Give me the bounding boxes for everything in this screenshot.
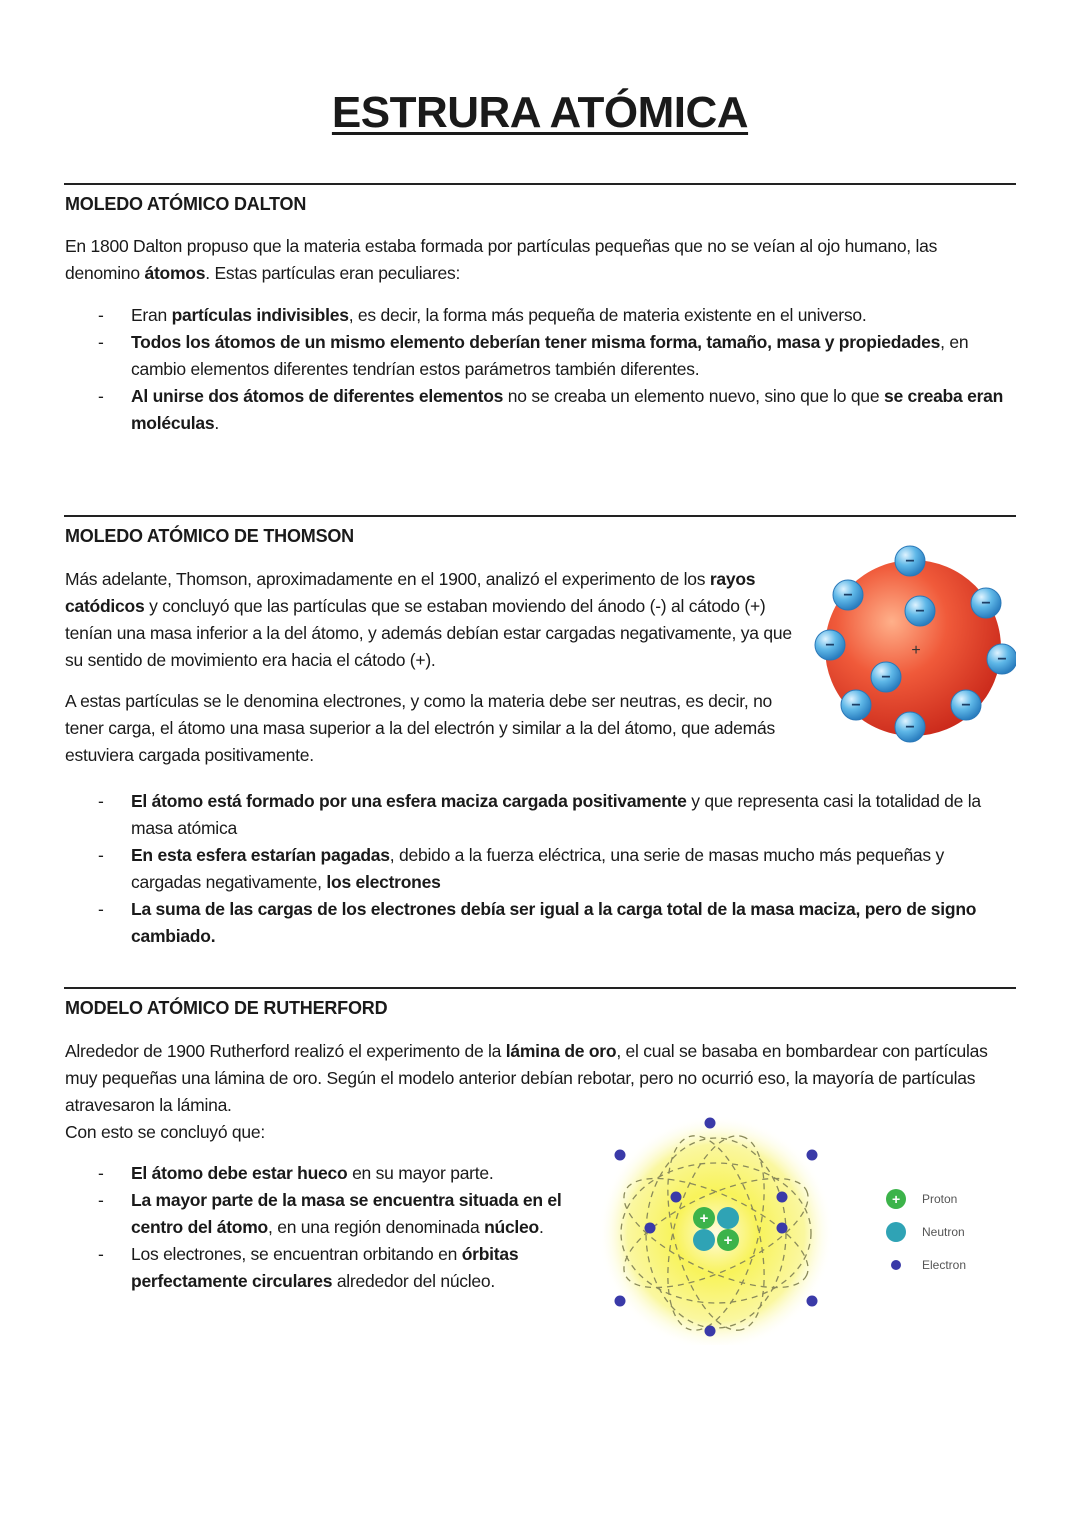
rutherford-paragraph-2: Con esto se concluyó que: (65, 1122, 265, 1142)
list-item: - Eran partículas indivisibles, es decir, la forma más pequeña de materia existente en el universo. (0, 302, 1020, 329)
list-item: - Todos los átomos de un mismo elemento deberían tener misma forma, tamaño, masa y propiedades, en cambio elementos diferentes tendrían estos parámetros también diferentes. (0, 329, 1020, 383)
electron-icon (645, 1223, 656, 1234)
electron-icon (807, 1296, 818, 1307)
rutherford-heading: MODELO ATÓMICO DE RUTHERFORD (65, 998, 388, 1018)
svg-text:−: − (825, 637, 835, 654)
thomson-paragraph-1: Más adelante, Thomson, aproximadamente en el 1900, analizó el experimento de los rayos catódicos y concluyó que las partículas que se estaban moviendo del ánodo (-) al cátodo (+) tenían una masa inferior a la del átomo, y además debían estar cargadas negativamente, ya que su sentido de movimiento era hacia el cátodo (+). (65, 569, 792, 670)
list-item: - El átomo está formado por una esfera maciza cargada positivamente y que representa casi la totalidad de la masa atómica (0, 788, 990, 842)
dalton-heading: MOLEDO ATÓMICO DALTON (65, 194, 307, 214)
rutherford-paragraph-1: Alrededor de 1900 Rutherford realizó el experimento de la lámina de oro, el cual se basaba en bombardear con partículas muy pequeñas una lámina de oro. Según el modelo anterior debían rebotar, pero no ocurrió eso, la mayoría de partículas atravesaron la lámina. (65, 1041, 988, 1115)
rutherford-bullets (0, 1160, 580, 1295)
list-item: - La suma de las cargas de los electrones debía ser igual a la carga total de la masa maciza, pero de signo cambiado. (0, 896, 990, 950)
section-divider (64, 515, 1016, 517)
neutron-icon (693, 1229, 715, 1251)
list-item: - En esta esfera estarían pagadas, debido a la fuerza eléctrica, una serie de masas mucho más pequeñas y cargadas negativamente, los electrones (0, 842, 990, 896)
page-title: ESTRURA ATÓMICA (331, 88, 749, 137)
electron-icon (971, 588, 1001, 618)
rutherford-atom-figure (590, 1115, 1010, 1345)
electron-icon (895, 546, 925, 576)
neutron-icon (717, 1207, 739, 1229)
section-divider (64, 183, 1016, 185)
legend-electron-icon (891, 1260, 901, 1270)
svg-text:−: − (881, 669, 891, 686)
svg-text:−: − (843, 587, 853, 604)
svg-text:−: − (997, 651, 1007, 668)
svg-text:−: − (915, 603, 925, 620)
list-item: - Los electrones, se encuentran orbitando en órbitas perfectamente circulares alrededor del núcleo. (0, 1241, 580, 1295)
svg-text:−: − (905, 719, 915, 736)
plus-sign: + (911, 642, 921, 659)
svg-text:−: − (905, 553, 915, 570)
legend-proton-label: Proton (922, 1192, 958, 1206)
electron-icon (615, 1150, 626, 1161)
svg-text:+: + (699, 1210, 709, 1227)
dalton-intro: En 1800 Dalton propuso que la materia estaba formada por partículas pequeñas que no se veían al ojo humano, las denomino átomos. Estas partículas eran peculiares: (65, 236, 938, 283)
electron-icon (777, 1192, 788, 1203)
electron-icon (833, 580, 863, 610)
legend-neutron-icon (886, 1222, 906, 1242)
electron-icon (705, 1326, 716, 1337)
electron-icon (777, 1223, 788, 1234)
thomson-atom-figure (810, 545, 1016, 751)
electron-icon (671, 1192, 682, 1203)
list-item: - La mayor parte de la masa se encuentra situada en el centro del átomo, en una región denominada núcleo. (0, 1187, 580, 1241)
dalton-bullets (0, 302, 1020, 437)
electron-cloud (598, 1115, 834, 1345)
legend-neutron-label: Neutron (922, 1225, 965, 1239)
thomson-paragraph-2: A estas partículas se le denomina electrones, y como la materia debe ser neutras, es decir, no tener carga, el átomo una masa superior a la del electrón y similar a la del átomo, que además estuviera cargada positivamente. (65, 691, 775, 765)
electron-icon (905, 596, 935, 626)
electron-icon (951, 690, 981, 720)
legend-electron-label: Electron (922, 1258, 967, 1272)
svg-text:+: + (723, 1232, 733, 1249)
svg-text:+: + (892, 1191, 901, 1207)
section-divider (64, 987, 1016, 989)
list-item: - Al unirse dos átomos de diferentes elementos no se creaba un elemento nuevo, sino que lo que se creaba eran moléculas. (0, 383, 1020, 437)
thomson-bullets (0, 788, 990, 950)
svg-text:−: − (961, 697, 971, 714)
svg-text:−: − (981, 595, 991, 612)
list-item: - El átomo debe estar hueco en su mayor parte. (0, 1160, 580, 1187)
electron-icon (841, 690, 871, 720)
electron-icon (895, 712, 925, 742)
electron-icon (987, 644, 1016, 674)
thomson-heading: MOLEDO ATÓMICO DE THOMSON (65, 526, 354, 546)
electron-icon (705, 1118, 716, 1129)
electron-icon (807, 1150, 818, 1161)
electron-icon (871, 662, 901, 692)
legend (886, 1189, 966, 1272)
electron-icon (615, 1296, 626, 1307)
electron-icon (815, 630, 845, 660)
svg-text:−: − (851, 697, 861, 714)
